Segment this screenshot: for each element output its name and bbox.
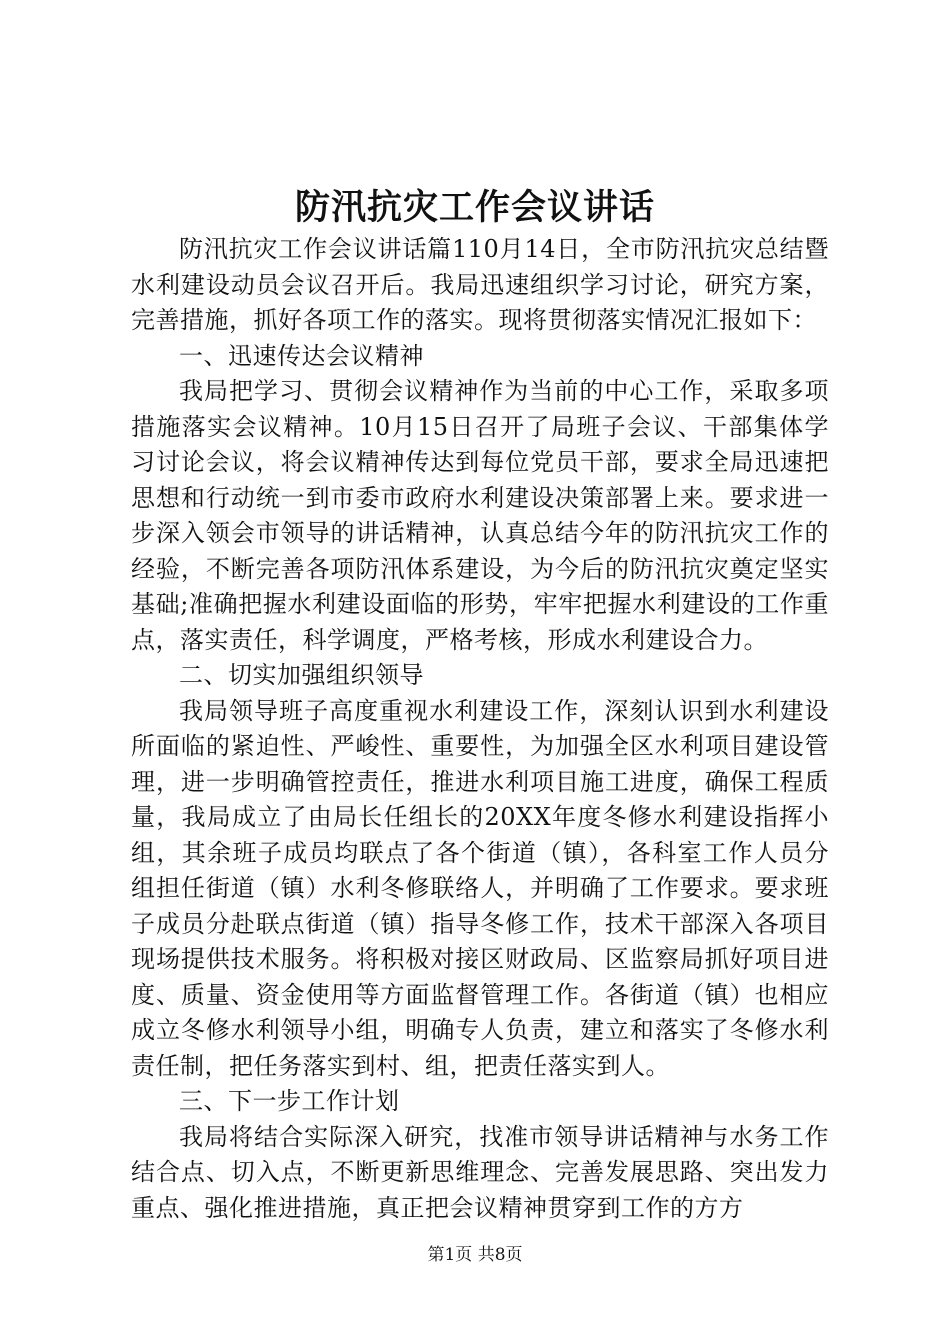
paragraph-section-2: 我局领导班子高度重视水利建设工作，深刻认识到水利建设所面临的紧迫性、严峻性、重要性，为加强全区水利项目建设管理，进一步明确管控责任，推进水利项目施工进度，确保工程质量，我局成立了由局长任组长的20XX年度冬修水利建设指挥小组，其余班子成员均联点了各个街道（镇），各科室工作人员分组担任街道（镇）水利冬修联络人，并明确了工作要求。要求班子成员分赴联点街道（镇）指导冬修工作，技术干部深入各项目现场提供技术服务。将积极对接区财政局、区监察局抓好项目进度、质量、资金使用等方面监督管理工作。各街道（镇）也相应成立冬修水利领导小组，明确专人负责，建立和落实了冬修水利责任制，把任务落实到村、组，把责任落实到人。 [131,696,829,1080]
paragraph-section-1: 我局把学习、贯彻会议精神作为当前的中心工作，采取多项措施落实会议精神。10月15日召开了局班子会议、干部集体学习讨论会议，将会议精神传达到每位党员干部，要求全局迅速把思想和行动统一到市委市政府水利建设决策部署上来。要求进一步深入领会市领导的讲话精神，认真总结今年的防汛抗灾工作的经验，不断完善各项防汛体系建设，为今后的防汛抗灾奠定坚实基础;准确把握水利建设面临的形势，牢牢把握水利建设的工作重点，落实责任，科学调度，严格考核，形成水利建设合力。 [131,377,829,654]
paragraph-intro: 防汛抗灾工作会议讲话篇110月14日，全市防汛抗灾总结暨水利建设动员会议召开后。我局迅速组织学习讨论，研究方案，完善措施，抓好各项工作的落实。现将贯彻落实情况汇报如下： [131,235,829,334]
page-footer: 第1页 共8页 [427,1245,523,1265]
document-body [131,232,829,1226]
section-heading-3: 三、下一步工作计划 [179,1087,400,1115]
document-title: 防汛抗灾工作会议讲话 [294,187,655,228]
section-heading-1: 一、迅速传达会议精神 [179,341,424,370]
section-heading-2: 二、切实加强组织领导 [179,661,424,689]
paragraph-section-3: 我局将结合实际深入研究，找准市领导讲话精神与水务工作结合点、切入点，不断更新思维理念、完善发展思路、突出发力重点、强化推进措施，真正把会议精神贯穿到工作的方方 [131,1122,829,1222]
